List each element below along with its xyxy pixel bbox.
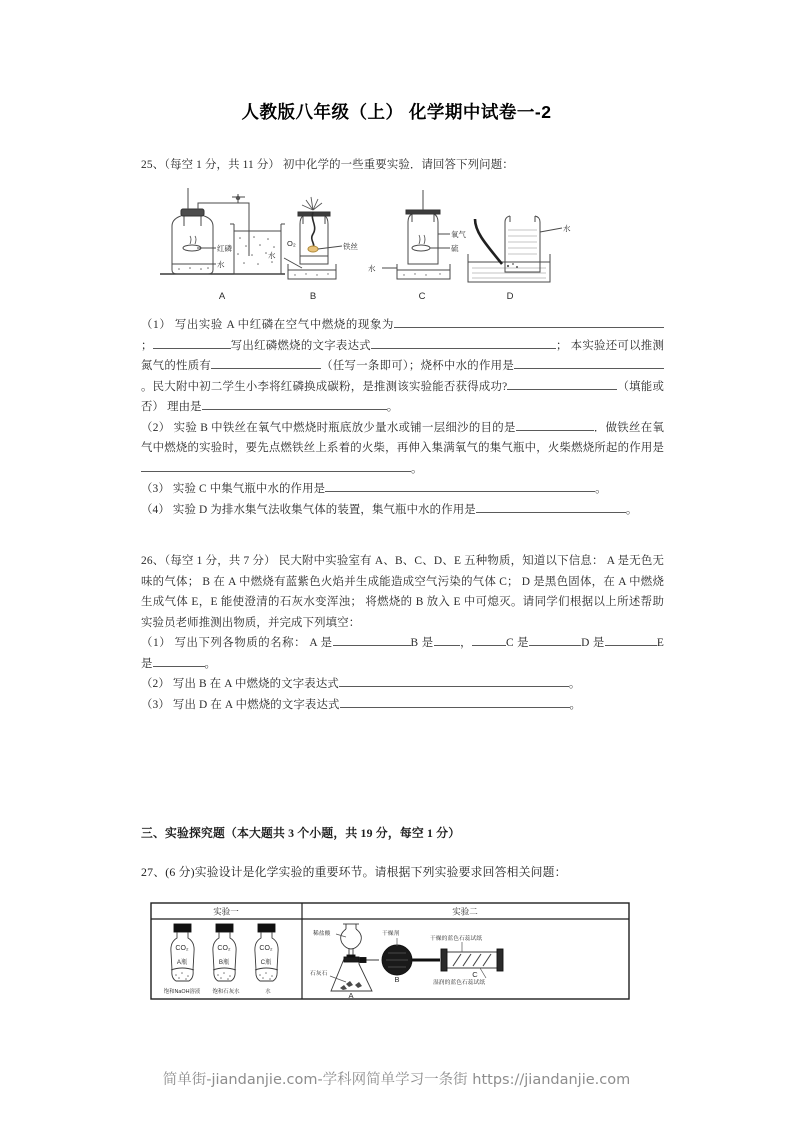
answer-blank[interactable] — [202, 398, 387, 410]
q25-1-text-f: 。民大附中初二学生小李将红磷换成碳粉，是推测该实验能否获得成功? — [141, 380, 508, 393]
q26-1-text-d: C 是 — [506, 637, 530, 649]
fig2-mark-a: A — [348, 991, 354, 1000]
question-25-subs — [141, 315, 664, 520]
fig1-caption-c: C — [418, 291, 426, 302]
q26-1-text-c: ， — [459, 637, 473, 649]
fig1-label-c-water: 水 — [368, 264, 376, 273]
fig2-header-left: 实验一 — [213, 906, 239, 917]
fig2-label-drying-agent: 干燥剂 — [382, 931, 400, 937]
q25-1-text-e: （任写一条即可）；烧杯中水的作用是 — [321, 360, 514, 372]
section-3-heading: 三、实验探究题（本大题共 3 个小题，共 19 分，每空 1 分） — [141, 826, 461, 840]
q26-2-text-b: 。 — [568, 678, 581, 690]
fig1-caption-b: B — [309, 291, 317, 302]
fig2-mark-c: C — [472, 970, 478, 979]
fig2-label-dry-litmus: 干燥的蓝色石蕊试纸 — [430, 936, 483, 942]
apparatus-c — [382, 190, 450, 279]
fig2-label-limestone: 石灰石 — [310, 971, 328, 977]
question-25-stem: 25、（每空 1 分，共 11 分） 初中化学的一些重要实验．请回答下列问题： — [141, 159, 514, 171]
fig2-bottle-1-solution: 饱和NaOH溶液 — [163, 989, 201, 995]
q25-4-text-b: 。 — [625, 503, 638, 516]
fig1-label-a-water: 水 — [217, 260, 225, 269]
fig2-bottle-1-name: A瓶 — [176, 959, 188, 966]
answer-blank[interactable] — [394, 316, 664, 328]
fig1-label-sulfur: 硫 — [451, 244, 459, 253]
question-26-stem: 26、（每空 1 分，共 7 分） 民大附中实验室有 A、B、C、D、E 五种物质，知道以下信息： A 是无色无味的气体； B 在 A 中燃烧有蓝紫色火焰并生成能造成空气污染的气体 C； D 是黑色固体，在 A 中燃烧生成气体 E，E 能使澄清的石灰水变浑浊； 将燃烧的 B 放入 E 中可熄灭。请同学们根据以上所述帮助实验员老师推测出物质，并完成下列填空： — [141, 555, 664, 629]
q25-3-text-b: 。 — [595, 483, 607, 495]
q25-3-text-a: （3） 实验 C 中集气瓶中水的作用是 — [141, 483, 326, 495]
answer-blank[interactable] — [325, 480, 595, 492]
figure-experiment-table — [150, 902, 642, 1006]
answer-blank[interactable] — [514, 357, 664, 369]
question-26-block — [141, 551, 664, 715]
q25-1-text-g: （填能或否） 理由是 — [141, 380, 664, 413]
figure-apparatus-abcd — [150, 186, 580, 304]
q26-1-text-a: （1） 写出下列各物质的名称： A 是 — [141, 637, 333, 649]
answer-blank[interactable] — [529, 634, 581, 646]
fig1-label-d-water: 水 — [563, 224, 571, 233]
footer-watermark: 简单街-jiandanjie.com-学科网简单学习一条街 https://jiandanjie.com — [162, 1072, 631, 1088]
apparatus-d — [468, 216, 562, 282]
q26-1-text-g: 。 — [204, 657, 217, 670]
q26-1-text-b: B 是 — [410, 637, 434, 649]
fig2-bottle-2-solution: 饱和石灰水 — [212, 989, 240, 995]
q26-1-text-f: E 是 — [141, 637, 664, 670]
q25-4-text-a: （4） 实验 D 为排水集气法收集气体的装置，集气瓶中水的作用是 — [141, 503, 476, 516]
answer-blank[interactable] — [476, 501, 626, 513]
answer-blank[interactable] — [507, 378, 617, 390]
q25-1-text-d: ； 本实验还可以推测氮气的性质有 — [141, 339, 664, 372]
q26-1-text-e: D 是 — [581, 637, 605, 649]
q25-2-text-c: 。 — [411, 462, 423, 475]
q25-2-text-b: ．做铁丝在氧气中燃烧的实验时，要先点燃铁丝上系着的火柴，再伸入集满氧气的集气瓶中，火柴燃烧所起的作用是 — [141, 421, 664, 454]
answer-blank[interactable] — [516, 419, 594, 431]
fig2-mark-b: B — [394, 975, 400, 984]
answer-blank[interactable] — [141, 460, 411, 472]
litmus-tube — [441, 949, 503, 971]
fig2-bottle-3-gas: CO₂ — [259, 945, 273, 952]
fig2-bottle-3-solution: 水 — [265, 989, 271, 995]
answer-blank[interactable] — [211, 357, 321, 369]
page-title: 人教版八年级（上） 化学期中试卷一-2 — [241, 102, 552, 122]
fig1-label-oxygen: 氧气 — [451, 230, 466, 239]
question-27-stem: 27、(6 分)实验设计是化学实验的重要环节。请根据下列实验要求回答相关问题： — [141, 865, 567, 879]
question-25-sub-2 — [141, 418, 664, 480]
fig2-bottle-3-name: C瓶 — [260, 959, 272, 966]
q26-2-text-a: （2） 写出 B 在 A 中燃烧的文字表达式 — [141, 678, 339, 690]
q25-1-text-b: ； — [141, 339, 153, 352]
q25-1-text-a: （1） 写出实验 A 中红磷在空气中燃烧的现象为 — [141, 319, 394, 331]
fig2-bottle-2-gas: CO₂ — [217, 945, 231, 952]
answer-blank[interactable] — [371, 337, 556, 349]
fig2-label-wet-litmus: 湿润的蓝色石蕊试纸 — [433, 980, 486, 986]
answer-blank[interactable] — [434, 634, 460, 646]
question-25-sub-3 — [141, 479, 664, 500]
q25-1-text-c: 写出红磷燃烧的文字表达式 — [230, 339, 371, 352]
answer-blank[interactable] — [153, 655, 205, 667]
question-25-sub-4 — [141, 500, 664, 521]
question-25-sub-1 — [141, 315, 664, 418]
answer-blank[interactable] — [340, 696, 570, 708]
question-26-sub-2 — [141, 674, 664, 695]
q26-3-text-b: 。 — [569, 698, 582, 711]
answer-blank[interactable] — [153, 337, 231, 349]
question-26-sub-1 — [141, 633, 664, 674]
fig1-label-iron-wire: 铁丝 — [343, 242, 358, 251]
fig1-label-o2: O₂ — [287, 239, 296, 248]
q25-2-text-a: （2） 实验 B 中铁丝在氧气中燃烧时瓶底放少量水或铺一层细沙的目的是 — [141, 421, 516, 434]
fig1-caption-d: D — [506, 291, 514, 302]
fig1-label-red-phosphorus: 红磷 — [217, 244, 232, 253]
fig2-label-dilute-acid: 稀盐酸 — [313, 931, 331, 937]
fig1-caption-a: A — [218, 291, 226, 302]
answer-blank[interactable] — [333, 634, 411, 646]
question-26-sub-3 — [141, 695, 664, 716]
question-25-block — [141, 155, 664, 176]
answer-blank[interactable] — [339, 675, 569, 687]
fig2-bottle-2-name: B瓶 — [218, 959, 230, 966]
apparatus-b — [284, 197, 342, 279]
answer-blank[interactable] — [472, 634, 506, 646]
answer-blank[interactable] — [605, 634, 657, 646]
q26-3-text-a: （3） 写出 D 在 A 中燃烧的文字表达式 — [141, 698, 340, 711]
fig1-label-b-water: 水 — [268, 251, 276, 260]
q25-1-text-h: 。 — [386, 401, 399, 413]
fig2-header-right: 实验二 — [452, 906, 478, 917]
fig2-bottle-1-gas: CO₂ — [175, 945, 189, 952]
